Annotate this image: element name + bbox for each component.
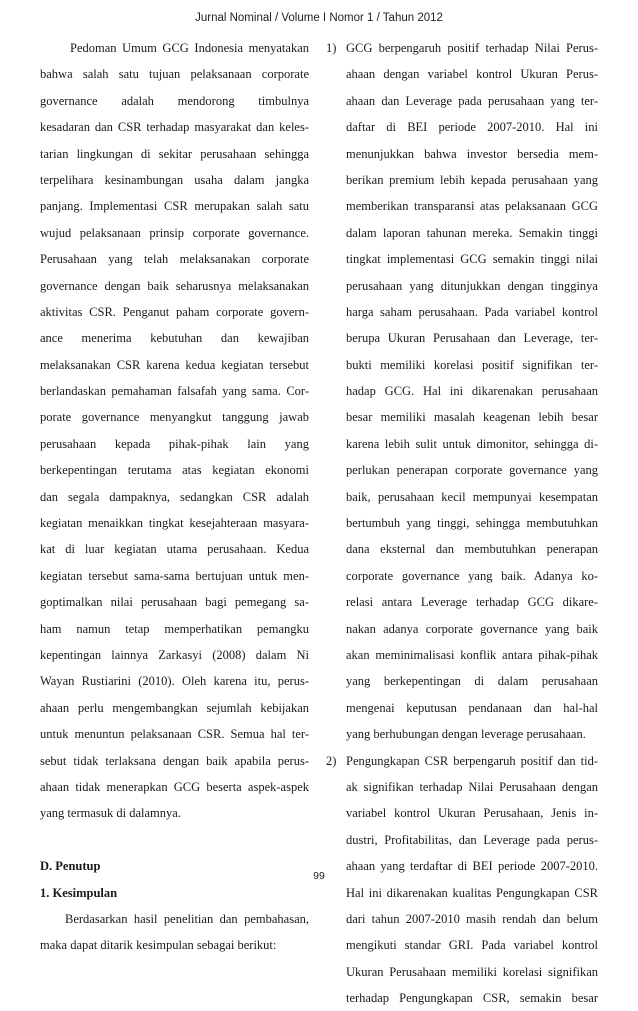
text-line: kepentingan lainnya Zarkasyi (2008) dalam Ni [40,647,309,662]
text-line: Perusahaan yang telah melaksanakan corporate [40,252,309,267]
text-line: mengikuti standar GRI. Pada variabel kontrol [346,938,598,953]
text-line: kegiatan menaikkan tingkat kesejahteraan masyara- [40,516,309,531]
text-line: yang berkepentingan di dalam perusahaan [346,674,598,689]
text-line: berkepentingan terutama atas kegiatan ekonomi [40,463,309,478]
text-line: dana eksternal dan membutuhkan penerapan [346,542,598,557]
text-line: governance dengan baik seharusnya melaksanakan [40,278,309,293]
paragraph [40,35,309,827]
text-line: tingkat implementasi GCG semakin tinggi nilai [346,252,598,267]
text-line: porate governance menyangkut tanggung jawab [40,410,309,425]
left-column [40,35,309,959]
text-line: dustri, Profitabilitas, dan Leverage pada perus- [346,832,598,847]
text-line: terpelihara kesinambungan usaha dalam jangka [40,172,309,187]
section-heading: D. Penutup [40,859,101,874]
text-line: besar memiliki masalah keagenan lebih besar [346,410,598,425]
text-line: dalam laporan tahunan mereka. Semakin tinggi [346,225,598,240]
text-line: ahaan yang terdaftar di BEI periode 2007-2010. [346,859,598,874]
text-line: Berdasarkan hasil penelitian dan pembahasan, [65,911,309,926]
text-line: bukti memiliki korelasi positif signifikan ter- [346,357,598,372]
text-line: bahwa salah satu tujuan pelaksanaan corporate [40,67,309,82]
text-line: bertumbuh yang tinggi, sehingga membutuhkan [346,516,598,531]
text-line: yang berhubungan dengan leverage perusahaan. [346,727,586,742]
text-line: sebut tidak terlaksana dengan baik apabila perus- [40,753,309,768]
text-line: panjang. Implementasi CSR merupakan salah satu [40,199,309,214]
text-line: Ukuran Perusahaan memiliki korelasi signifikan [346,964,598,979]
text-line: berupa Ukuran Perusahaan dan Leverage, ter- [346,331,598,346]
text-line: perusahaan yang ditunjukkan dengan tingginya [346,278,598,293]
text-line: Wayan Rustiarini (2010). Oleh karena itu, perus- [40,674,309,689]
text-line: terhadap Pengungkapan CSR, semakin besar [346,991,598,1006]
text-line: kat di luar kegiatan utama perusahaan. Kedua [40,542,309,557]
text-line: relasi antara Leverage terhadap GCG dikare- [346,595,598,610]
text-line: untuk menuntun pelaksanaan CSR. Semua hal ter- [40,727,309,742]
text-line: kegiatan tersebut sama-sama bertujuan untuk men- [40,568,309,583]
text-line: ahaan tidak menerapkan GCG beserta aspek-aspek [40,779,309,794]
text-line: ahaan dengan variabel kontrol Ukuran Perus- [346,67,598,82]
text-line: baik, perusahaan kecil mempunyai kesempatan [346,489,598,504]
page-number: 99 [313,870,325,882]
text-line: ahaan perlu mengembangkan sejumlah kebijakan [40,700,309,715]
text-line: aktivitas CSR. Penganut paham corporate govern- [40,304,309,319]
text-line: Hal ini dikarenakan kualitas Pengungkapan CSR [346,885,598,900]
text-line: ak signifikan terhadap Nilai Perusahaan dengan [346,779,598,794]
conclusion-item-1 [326,35,598,748]
text-line: Pengungkapan CSR berpengaruh positif dan tid- [346,753,598,768]
subheading: 1. Kesimpulan [40,885,118,900]
text-line: variabel kontrol Ukuran Perusahaan, Jenis in- [346,806,598,821]
text-line: yang termasuk di dalamnya. [40,806,181,821]
right-column [326,35,598,1011]
text-line: nakan adanya corporate governance yang baik [346,621,598,636]
spacer [40,827,309,853]
text-line: perusahaan kepada pihak-pihak lain yang [40,436,309,451]
item-number: 2) [326,753,337,768]
text-line: goptimalkan nilai perusahaan bagi pemegang sa- [40,595,309,610]
text-line: dari tahun 2007-2010 masih rendah dan belum [346,911,598,926]
text-line: memberikan transparansi atas pelaksanaan GCG [346,199,598,214]
text-line: ahaan dan Leverage pada perusahaan yang ter- [346,93,598,108]
text-line: karena lebih sulit untuk dimonitor, sehingga di- [346,436,598,451]
text-line: berikan premium lebih kepada perusahaan yang [346,172,598,187]
text-line: governance adalah mendorong timbulnya [40,93,309,108]
text-line: dan segala dampaknya, sedangkan CSR adalah [40,489,309,504]
text-line: daftar di BEI periode 2007-2010. Hal ini [346,120,598,135]
journal-header: Jurnal Nominal / Volume I Nomor 1 / Tahun 2012 [195,12,443,24]
text-line: kesadaran dan CSR terhadap masyarakat dan keles- [40,120,309,135]
text-line: perlukan penerapan corporate governance yang [346,463,598,478]
text-line: corporate governance yang baik. Adanya ko- [346,568,598,583]
text-line: melaksanakan CSR karena kedua kegiatan tersebut [40,357,309,372]
text-line: menunjukkan bahwa investor bersedia mem- [346,146,598,161]
text-line: maka dapat ditarik kesimpulan sebagai berikut: [40,938,277,953]
text-line: ham namun tetap memperhatikan pemangku [40,621,309,636]
text-line: tarian lingkungan di sekitar perusahaan sehingga [40,146,309,161]
text-line: harga saham perusahaan. Pada variabel kontrol [346,304,598,319]
text-line: ance menerima kebutuhan dan kewajiban [40,331,309,346]
text-line: mengenai keputusan pendanaan dan hal-hal [346,700,598,715]
text-line: berlandaskan pemahaman falsafah yang sama. Cor- [40,384,309,399]
text-line: Pedoman Umum GCG Indonesia menyatakan [70,41,309,55]
text-line: akan meminimalisasi konflik antara pihak-pihak [346,647,598,662]
item-number: 1) [326,41,337,55]
text-line: GCG berpengaruh positif terhadap Nilai Perus- [346,41,598,55]
item-text [346,35,598,748]
text-line: hadap GCG. Hal ini dikarenakan perusahaan [346,384,598,399]
text-line: wujud pelaksanaan prinsip corporate governance. [40,225,309,240]
